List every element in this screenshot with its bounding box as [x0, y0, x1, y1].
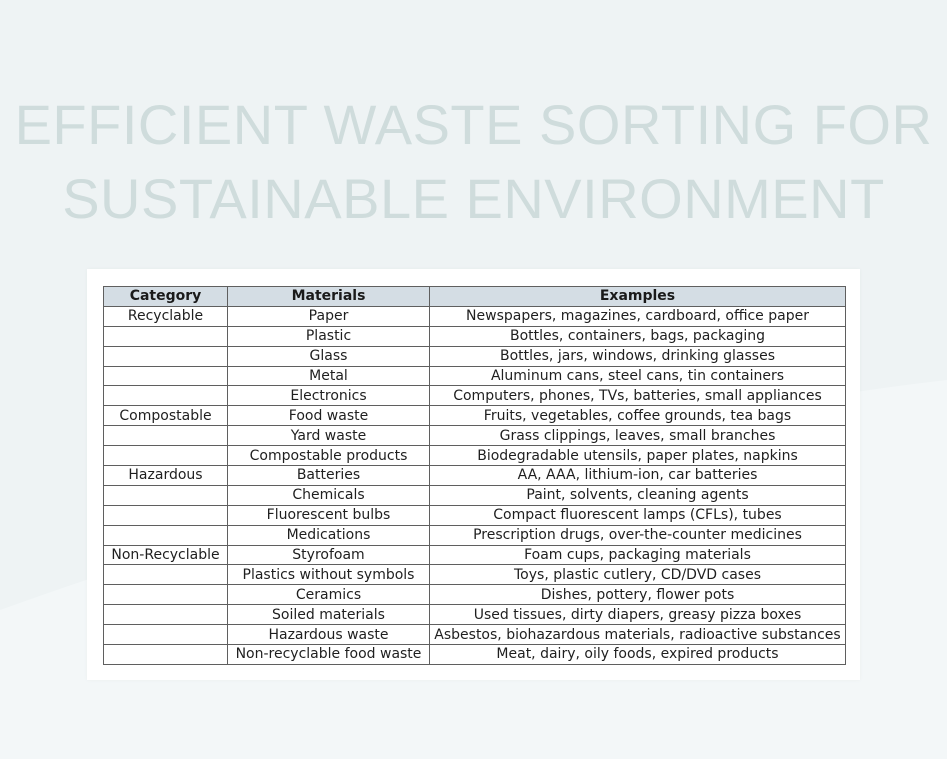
category-cell [104, 505, 228, 525]
table-row [104, 326, 846, 346]
table-row [104, 625, 846, 645]
category-cell [104, 605, 228, 625]
example-cell: Fruits, vegetables, coffee grounds, tea bags [430, 406, 846, 426]
example-cell: Aluminum cans, steel cans, tin containers [430, 366, 846, 386]
table-row [104, 426, 846, 446]
material-cell: Electronics [228, 386, 430, 406]
material-cell: Yard waste [228, 426, 430, 446]
table-row [104, 306, 846, 326]
header-examples: Examples [430, 287, 846, 307]
category-cell [104, 386, 228, 406]
example-cell: Computers, phones, TVs, batteries, small appliances [430, 386, 846, 406]
spreadsheet-card [87, 269, 860, 680]
material-cell: Chemicals [228, 485, 430, 505]
material-cell: Paper [228, 306, 430, 326]
table-row [104, 585, 846, 605]
category-cell [104, 446, 228, 466]
table-row [104, 645, 846, 665]
example-cell: Paint, solvents, cleaning agents [430, 485, 846, 505]
category-cell [104, 645, 228, 665]
table-row [104, 346, 846, 366]
material-cell: Ceramics [228, 585, 430, 605]
table-row [104, 525, 846, 545]
table-row [104, 565, 846, 585]
material-cell: Soiled materials [228, 605, 430, 625]
category-cell: Compostable [104, 406, 228, 426]
category-cell [104, 525, 228, 545]
table-row [104, 466, 846, 486]
example-cell: Biodegradable utensils, paper plates, napkins [430, 446, 846, 466]
table-row [104, 545, 846, 565]
category-cell [104, 346, 228, 366]
table-header [104, 287, 846, 307]
material-cell: Plastic [228, 326, 430, 346]
material-cell: Compostable products [228, 446, 430, 466]
table-row [104, 406, 846, 426]
example-cell: Bottles, containers, bags, packaging [430, 326, 846, 346]
material-cell: Plastics without symbols [228, 565, 430, 585]
material-cell: Metal [228, 366, 430, 386]
material-cell: Medications [228, 525, 430, 545]
example-cell: Toys, plastic cutlery, CD/DVD cases [430, 565, 846, 585]
material-cell: Glass [228, 346, 430, 366]
category-cell: Hazardous [104, 466, 228, 486]
material-cell: Batteries [228, 466, 430, 486]
material-cell: Hazardous waste [228, 625, 430, 645]
material-cell: Fluorescent bulbs [228, 505, 430, 525]
category-cell [104, 625, 228, 645]
page-title [0, 88, 947, 236]
title-line-1: EFFICIENT WASTE SORTING FOR [14, 93, 933, 156]
waste-sorting-table [103, 286, 846, 665]
material-cell: Styrofoam [228, 545, 430, 565]
material-cell: Food waste [228, 406, 430, 426]
example-cell: Prescription drugs, over-the-counter medicines [430, 525, 846, 545]
header-category: Category [104, 287, 228, 307]
header-row [104, 287, 846, 307]
title-line-2: SUSTAINABLE ENVIRONMENT [62, 167, 885, 230]
table-row [104, 446, 846, 466]
example-cell: Compact fluorescent lamps (CFLs), tubes [430, 505, 846, 525]
example-cell: Dishes, pottery, flower pots [430, 585, 846, 605]
table-row [104, 505, 846, 525]
table-row [104, 386, 846, 406]
example-cell: Foam cups, packaging materials [430, 545, 846, 565]
category-cell [104, 585, 228, 605]
material-cell: Non-recyclable food waste [228, 645, 430, 665]
example-cell: AA, AAA, lithium-ion, car batteries [430, 466, 846, 486]
category-cell: Non-Recyclable [104, 545, 228, 565]
example-cell: Meat, dairy, oily foods, expired products [430, 645, 846, 665]
table-row [104, 605, 846, 625]
example-cell: Newspapers, magazines, cardboard, office paper [430, 306, 846, 326]
category-cell [104, 326, 228, 346]
example-cell: Asbestos, biohazardous materials, radioactive substances [430, 625, 846, 645]
table-row [104, 485, 846, 505]
example-cell: Bottles, jars, windows, drinking glasses [430, 346, 846, 366]
example-cell: Used tissues, dirty diapers, greasy pizza boxes [430, 605, 846, 625]
example-cell: Grass clippings, leaves, small branches [430, 426, 846, 446]
category-cell [104, 565, 228, 585]
table-body [104, 306, 846, 664]
category-cell: Recyclable [104, 306, 228, 326]
header-materials: Materials [228, 287, 430, 307]
category-cell [104, 366, 228, 386]
table-row [104, 366, 846, 386]
category-cell [104, 485, 228, 505]
category-cell [104, 426, 228, 446]
